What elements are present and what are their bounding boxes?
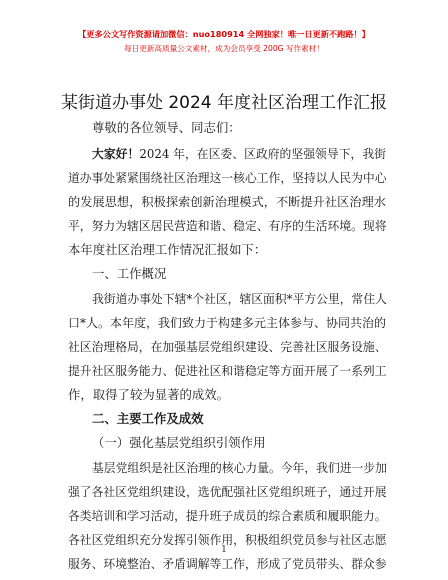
- page-number: 1: [221, 545, 227, 555]
- section2-line-5: 服务、环境整治、矛盾调解等工作，形成了党员带头、群众参: [68, 557, 387, 571]
- promo-notice-line1: 【更多公文写作资源请加微信：nuo180914 全网独家！唯一日更新不跑路！】: [78, 29, 370, 39]
- promo-notice-line2: 每日更新高质量公文素材，成为会员享受 200G 写作素材！: [124, 44, 324, 53]
- intro-line-1: [92, 146, 386, 162]
- intro-line-5: 本年度社区治理工作情况汇报如下：: [68, 242, 267, 257]
- section1-line-3: 社区治理格局，在加强基层党组织建设、完善社区服务设施、: [68, 340, 387, 354]
- intro-line-4: 平，努力为辖区居民营造和谐、稳定、有序的生活环境。现将: [68, 219, 387, 233]
- section2-line-1: 基层党组织是社区治理的核心力量。今年，我们进一步加: [92, 461, 387, 475]
- section1-heading: 一、工作概况: [92, 266, 167, 281]
- section2-subheading: （一）强化基层党组织引领作用: [92, 435, 266, 450]
- intro-line-1-rest: 2024 年，在区委、区政府的坚强领导下，我街: [139, 147, 386, 161]
- salutation: 尊敬的各位领导、同志们：: [92, 120, 241, 135]
- section1-line-5: 作，取得了较为显著的成效。: [68, 387, 230, 402]
- section2-line-2: 强了各社区党组织建设，选优配强社区党组织班子，通过开展: [68, 485, 387, 499]
- intro-line-2: 道办事处紧紧围绕社区治理这一核心工作，坚持以人民为中心: [68, 171, 387, 185]
- section1-line-1: 我街道办事处下辖*个社区，辖区面积*平方公里，常住人: [92, 292, 387, 306]
- section1-line-4: 提升社区服务能力、促进社区和谐稳定等方面开展了一系列工: [68, 364, 387, 378]
- greeting: 大家好！: [92, 147, 140, 161]
- intro-line-3: 的发展思想，积极探索创新治理模式，不断提升社区治理水: [68, 195, 386, 209]
- section2-line-3: 各类培训和学习活动，提升班子成员的综合素质和履职能力。: [68, 509, 387, 523]
- section2-heading: 二、主要工作及成效: [92, 411, 204, 426]
- section2-line-4: 各社区党组织充分发挥引领作用，积极组织党员参与社区志愿: [68, 533, 387, 547]
- section1-line-2: 口*人。本年度，我们致力于构建多元主体参与、协同共治的: [68, 316, 387, 330]
- document-title: 某街道办事处 2024 年度社区治理工作汇报: [60, 93, 388, 113]
